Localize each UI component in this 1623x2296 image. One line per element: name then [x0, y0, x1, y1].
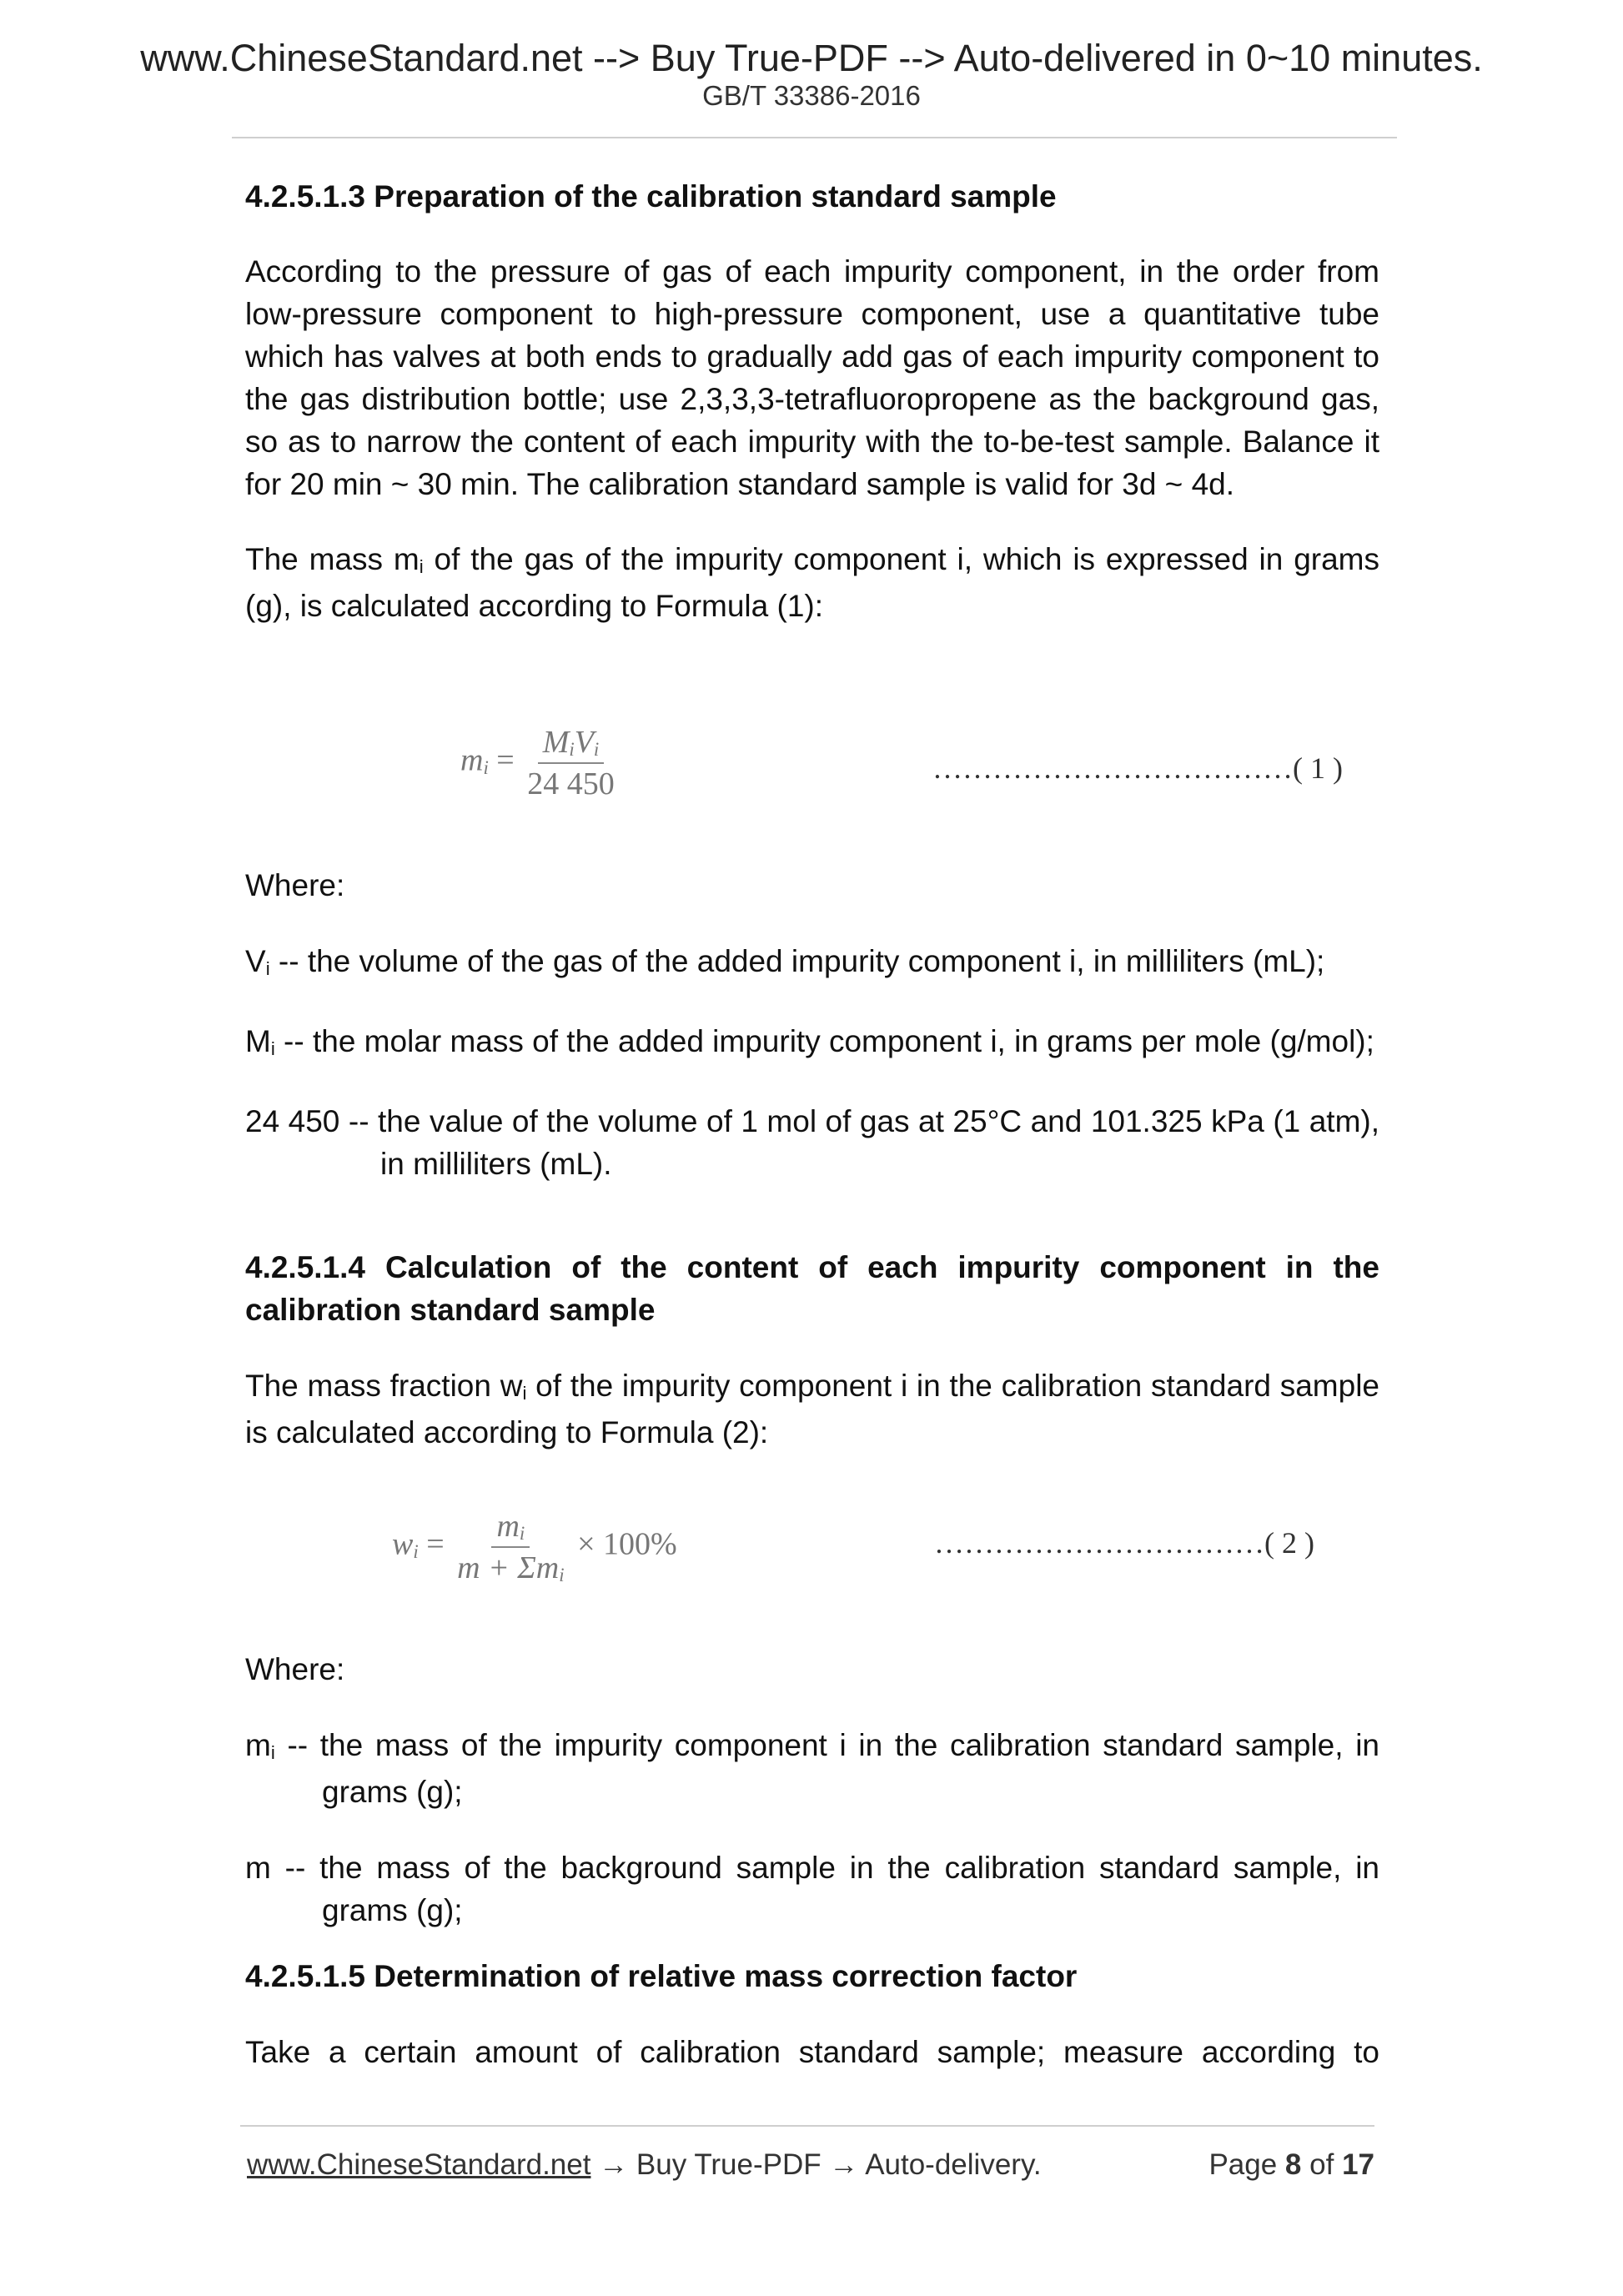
fraction: $\frac{mi}{\text{m + Σmi}}$ — [457, 1509, 565, 1586]
definition-item: mi -- the mass of the impurity component i in the calibration standard sample, in grams (g); — [245, 1728, 1379, 1809]
page-number: 8 — [1284, 2148, 1302, 2181]
definition-item: Vi -- the volume of the gas of the added impurity component i, in milliliters (mL); — [245, 944, 1325, 979]
page-indicator: Page 8 of 17 — [1208, 2148, 1374, 2181]
formula-1-number: ( 1 ) — [1293, 751, 1343, 785]
section-heading: 4.2.5.1.3 Preparation of the calibration standard sample — [245, 179, 1057, 214]
where-label: Where: — [245, 1652, 345, 1686]
formula-2: wi = $\frac{mi}{\text{m + Σmi}}$ × 100% — [392, 1509, 677, 1586]
fraction: $\frac{\text{MiVi}}{24 450}$ — [527, 725, 615, 801]
section-4-2-5-1-3 — [245, 175, 1379, 627]
formula-1-leader: ………………………………( 1 ) — [932, 751, 1343, 785]
formula-2-definitions — [245, 1648, 1379, 1932]
formula-1: mi = $\frac{\text{MiVi}}{24 450}$ — [460, 724, 620, 802]
section-4-2-5-1-5 — [245, 1955, 1379, 2073]
paragraph: The mass mi of the gas of the impurity component i, which is expressed in grams (g), is calculated according to Formula (1): — [245, 542, 1379, 623]
formula-2-leader: ……………………………( 2 ) — [934, 1526, 1314, 1560]
section-4-2-5-1-4 — [245, 1246, 1379, 1454]
definition-item: Mi -- the molar mass of the added impurity component i, in grams per mole (g/mol); — [245, 1024, 1374, 1059]
definition-item: m -- the mass of the background sample in the calibration standard sample, in grams (g); — [245, 1851, 1379, 1927]
header-divider — [232, 137, 1397, 138]
section-heading: 4.2.5.1.4 Calculation of the content of each impurity component in the calibration standard sample — [245, 1250, 1379, 1327]
arrow-right-icon: → — [590, 2148, 636, 2181]
page-total: 17 — [1342, 2148, 1374, 2181]
paragraph: According to the pressure of gas of each impurity component, in the order from low-pressure component to high-pressure component, use a quantitative tube which has valves at both ends to gradually add gas of each impurity component to the gas distribution bottle; use 2,3,3,3-tetrafluoropropene as the background gas, so as to narrow the content of each impurity with the to-be-test sample. Balance it for 20 min ~ 30 min. The calibration standard sample is valid for 3d ~ 4d. — [245, 254, 1379, 501]
footer-divider — [240, 2125, 1374, 2127]
banner: www.ChineseStandard.net --> Buy True-PDF --> Auto-delivered in 0~10 minutes. — [140, 37, 1483, 79]
section-heading: 4.2.5.1.5 Determination of relative mass correction factor — [245, 1959, 1078, 1993]
footer — [247, 2147, 1374, 2183]
arrow-right-icon: → — [821, 2148, 866, 2181]
formula-2-number: ( 2 ) — [1264, 1526, 1314, 1560]
formula-1-definitions — [245, 864, 1379, 1185]
definition-item: 24 450 -- the value of the volume of 1 mol of gas at 25°C and 101.325 kPa (1 atm), in milliliters (mL). — [245, 1104, 1379, 1181]
footer-buy-text: Buy True-PDF — [636, 2148, 822, 2181]
paragraph: The mass fraction wi of the impurity component i in the calibration standard sample is calculated according to Formula (2): — [245, 1369, 1379, 1449]
standard-code: GB/T 33386-2016 — [702, 80, 921, 111]
paragraph: Take a certain amount of calibration standard sample; measure according to — [245, 2035, 1379, 2069]
footer-auto-text: Auto-delivery. — [865, 2148, 1042, 2181]
where-label: Where: — [245, 868, 345, 902]
footer-link[interactable]: www.ChineseStandard.net — [247, 2148, 591, 2181]
